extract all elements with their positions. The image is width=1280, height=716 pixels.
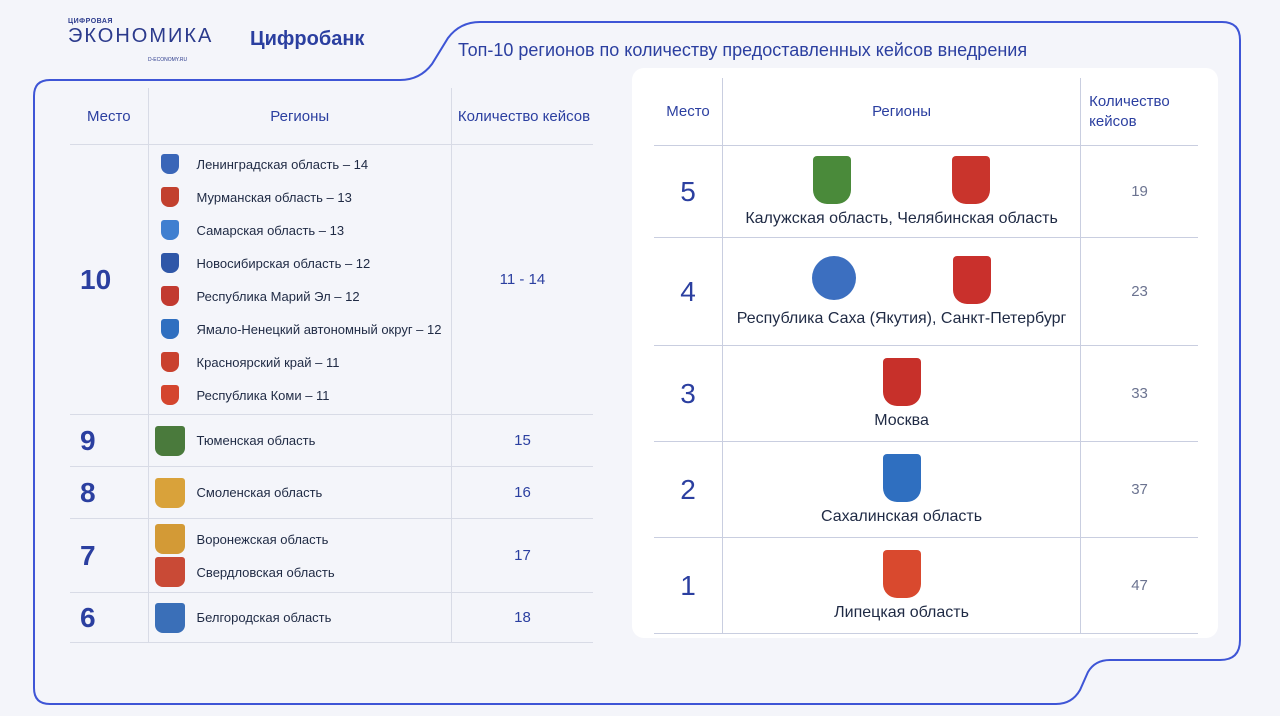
case-count: 18 (451, 593, 593, 643)
belgorod-emblem-icon (155, 603, 185, 633)
mari-el-emblem-icon (161, 286, 179, 306)
region-item (149, 214, 451, 247)
region-label: Республика Марий Эл – 12 (196, 288, 360, 304)
logo-url: D-ECONOMY.RU (148, 57, 188, 63)
voronezh-emblem-icon (155, 524, 185, 554)
logo-small-text: ЦИФРОВАЯ (68, 18, 113, 25)
region-item (149, 148, 451, 181)
emblem-group (723, 256, 1080, 304)
emblem-group (723, 454, 1080, 502)
logo (68, 18, 214, 63)
table-row (654, 538, 1198, 634)
regions-cell (148, 593, 451, 643)
novosibirsk-emblem-icon (161, 253, 179, 273)
sakhalin-emblem-icon (883, 454, 921, 502)
place-number: 1 (654, 538, 723, 634)
region-item (149, 346, 451, 379)
case-count: 33 (1081, 346, 1198, 442)
samara-emblem-icon (161, 220, 179, 240)
logo-big-text: ЭКОНОМИКА (68, 25, 214, 47)
regions-cell (723, 442, 1081, 538)
place-number: 3 (654, 346, 723, 442)
region-label: Свердловская область (196, 564, 335, 580)
region-item (149, 424, 451, 457)
region-item (149, 523, 451, 556)
table-row (70, 593, 593, 643)
case-count: 15 (451, 415, 593, 467)
column-header-place: Место (654, 78, 723, 146)
regions-cell (148, 519, 451, 593)
case-count: 16 (451, 467, 593, 519)
sverdlovsk-emblem-icon (155, 557, 185, 587)
leningrad-emblem-icon (161, 154, 179, 174)
place-number: 6 (70, 593, 148, 643)
case-count: 23 (1081, 238, 1198, 346)
regions-cell (148, 415, 451, 467)
komi-emblem-icon (161, 385, 179, 405)
place-number: 7 (70, 519, 148, 593)
region-item (149, 181, 451, 214)
murmansk-emblem-icon (161, 187, 179, 207)
regions-cell (723, 238, 1081, 346)
left-ranking-table (70, 88, 593, 643)
regions-cell (723, 538, 1081, 634)
krasnoyarsk-emblem-icon (161, 352, 179, 372)
region-name: Сахалинская область (821, 507, 983, 525)
right-ranking-table (654, 78, 1198, 634)
table-row (654, 346, 1198, 442)
page-title: Топ-10 регионов по количеству предоставленных кейсов внедрения (458, 40, 1028, 60)
region-label: Воронежская область (196, 531, 329, 547)
table-row (70, 415, 593, 467)
column-header-count: Количество кейсов (451, 88, 593, 145)
case-count: 47 (1081, 538, 1198, 634)
place-number: 9 (70, 415, 148, 467)
place-number: 4 (654, 238, 723, 346)
region-label: Мурманская область – 13 (196, 189, 352, 205)
smolensk-emblem-icon (155, 478, 185, 508)
region-label: Тюменская область (196, 433, 316, 448)
regions-cell (148, 145, 451, 415)
table-row (654, 146, 1198, 238)
region-name: Республика Саха (Якутия), Санкт-Петербург (736, 309, 1067, 327)
saint-petersburg-emblem-icon (953, 256, 991, 304)
regions-cell (148, 467, 451, 519)
column-header-count: Количество кейсов (1081, 78, 1198, 146)
moscow-emblem-icon (883, 358, 921, 406)
kaluga-emblem-icon (813, 156, 851, 204)
table-row (70, 467, 593, 519)
case-count: 19 (1081, 146, 1198, 238)
table-row (654, 238, 1198, 346)
region-item (149, 601, 451, 634)
column-header-regions: Регионы (723, 78, 1081, 146)
region-label: Ямало-Ненецкий автономный округ – 12 (196, 321, 442, 337)
yakutia-emblem-icon (812, 256, 856, 300)
chelyabinsk-emblem-icon (952, 156, 990, 204)
brand-title: Цифробанк (250, 28, 365, 50)
region-label: Красноярский край – 11 (196, 354, 340, 370)
place-number: 5 (654, 146, 723, 238)
region-label: Ленинградская область – 14 (196, 156, 369, 172)
region-name: Липецкая область (834, 603, 969, 621)
region-item (149, 280, 451, 313)
emblem-group (723, 156, 1080, 204)
regions-cell (723, 346, 1081, 442)
region-label: Смоленская область (196, 485, 323, 500)
tyumen-emblem-icon (155, 426, 185, 456)
case-count: 37 (1081, 442, 1198, 538)
regions-cell (723, 146, 1081, 238)
yamal-emblem-icon (161, 319, 179, 339)
region-name: Москва (874, 411, 929, 429)
region-label: Новосибирская область – 12 (196, 255, 371, 271)
region-item (149, 247, 451, 280)
region-item (149, 379, 451, 412)
case-count: 11 - 14 (451, 145, 593, 415)
emblem-group (723, 550, 1080, 598)
region-label: Самарская область – 13 (196, 222, 345, 238)
region-label: Республика Коми – 11 (196, 387, 330, 403)
place-number: 8 (70, 467, 148, 519)
region-item (149, 556, 451, 589)
column-header-regions: Регионы (148, 88, 451, 145)
region-item (149, 476, 451, 509)
region-item (149, 313, 451, 346)
place-number: 10 (70, 145, 148, 415)
column-header-place: Место (70, 88, 148, 145)
place-number: 2 (654, 442, 723, 538)
table-row (70, 519, 593, 593)
region-label: Белгородская область (196, 610, 332, 625)
lipetsk-emblem-icon (883, 550, 921, 598)
case-count: 17 (451, 519, 593, 593)
emblem-group (723, 358, 1080, 406)
table-row (70, 145, 593, 415)
region-name: Калужская область, Челябинская область (745, 209, 1058, 227)
table-row (654, 442, 1198, 538)
